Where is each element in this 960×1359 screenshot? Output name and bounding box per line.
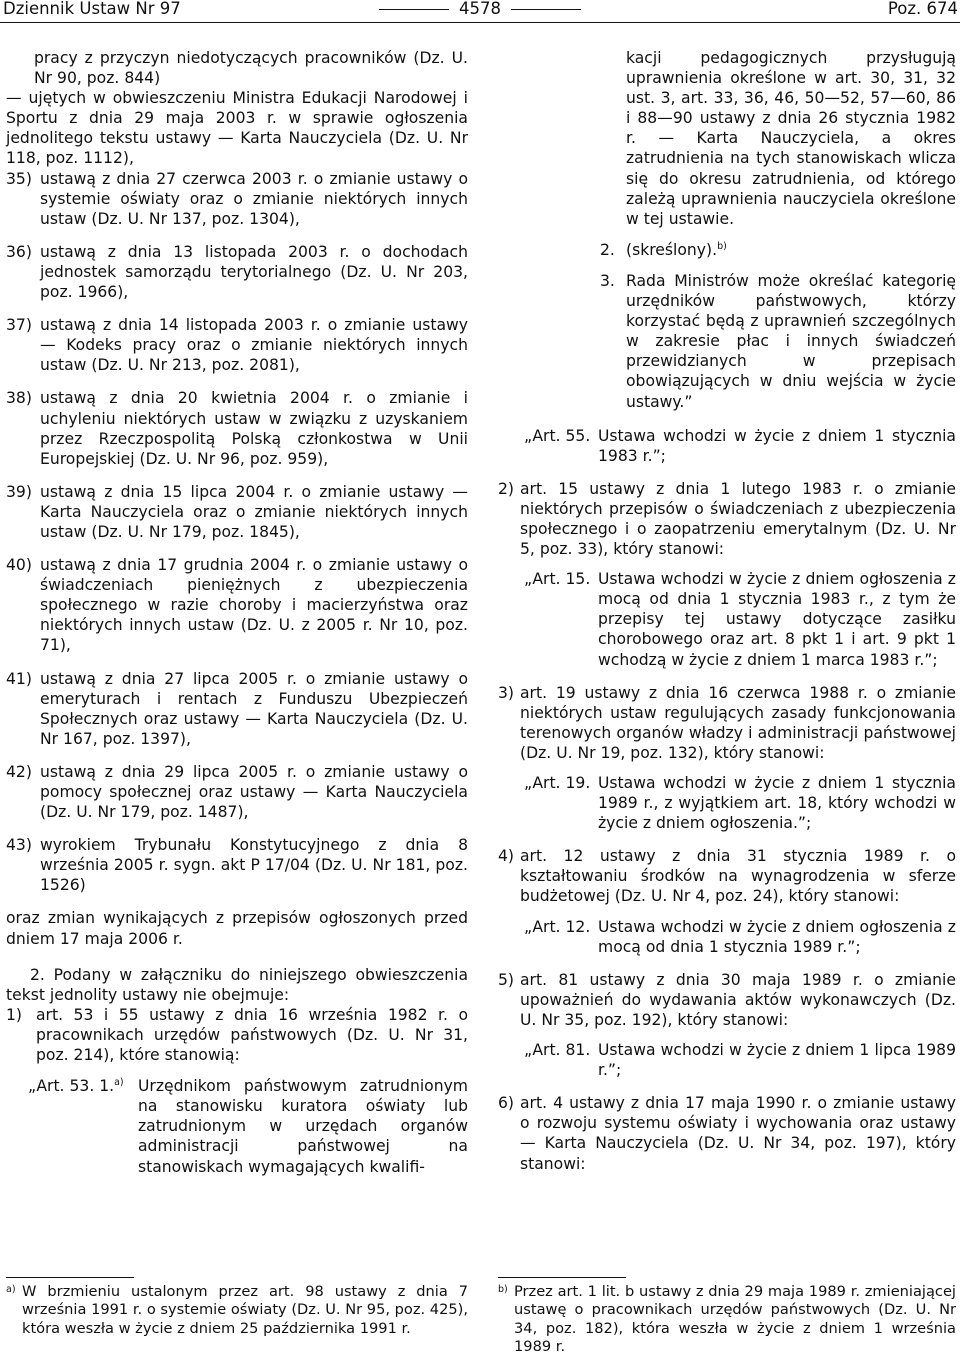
item-text: ustawą z dnia 13 listopada 2003 r. o dochodach jednostek samorządu terytorialnego (Dz. U. Nr 203, poz. 1966), [40, 242, 468, 302]
list-item [6, 835, 468, 895]
item-text: art. 15 ustawy z dnia 1 lutego 1983 r. o zmianie niektórych przepisów o świadczeniach z ubezpieczenia społecznego i o zaopatrzeniu emerytalnym (Dz. U. Nr 5, poz. 33), który stanowi: [520, 479, 956, 559]
item-number: 35) [6, 169, 32, 188]
item-number: 41) [6, 669, 32, 688]
point-text: (skreślony). [626, 240, 718, 259]
item-number: 36) [6, 242, 32, 261]
header-dash-right [511, 9, 581, 10]
footnote-text: W brzmieniu ustalonym przez art. 98 ustawy z dnia 7 września 1991 r. o systemie oświaty (Dz. U. Nr 95, poz. 425), która weszła w życie z dniem 25 października 1991 r. [22, 1283, 468, 1337]
quoted-article [524, 773, 956, 833]
list-item [498, 479, 956, 559]
list-item [6, 315, 468, 375]
paragraph-2: 2. Podany w załączniku do niniejszego obwieszczenia tekst jednolity ustawy nie obejmuje: [6, 965, 468, 1004]
header-rule [0, 22, 960, 23]
list-item [6, 1005, 468, 1065]
list-item [6, 242, 468, 302]
item-text: ustawą z dnia 14 listopada 2003 r. o zmianie ustawy — Kodeks pracy oraz o zmianie niektórych innych ustaw (Dz. U. Nr 213, poz. 2081), [40, 316, 468, 375]
position-number: Poz. 674 [887, 0, 958, 18]
list-item [6, 555, 468, 655]
article-point [600, 271, 956, 412]
list-item [498, 970, 956, 1030]
article-text: Ustawa wchodzi w życie z dniem ogłoszenia z mocą od dnia 1 stycznia 1983 r., z tym że przepisy tej ustawy dotyczące zasiłku chorobowego oraz art. 8 pkt 1 i art. 9 pkt 1 wchodzą w życie z dniem 1 marca 1983 r.”; [598, 570, 956, 669]
quoted-article [524, 917, 956, 957]
item-number: 5) [498, 970, 515, 989]
item-number: 6) [498, 1094, 515, 1113]
item-number: 40) [6, 556, 32, 575]
item-text: ustawą z dnia 20 kwietnia 2004 r. o zmianie i uchyleniu niektórych ustaw w związku z uzyskaniem przez Rzeczpospolitą Polską członkostwa w Unii Europejskiej (Dz. U. Nr 96, poz. 959), [40, 389, 468, 468]
item-text: art. 19 ustawy z dnia 16 czerwca 1988 r. o zmianie niektórych ustaw regulujących zasady funkcjonowania terenowych organów władzy i administracji państwowej (Dz. U. Nr 19, poz. 132), który stanowi: [520, 683, 956, 762]
item-number: 2) [498, 479, 515, 498]
item-text: art. 81 ustawy z dnia 30 maja 1989 r. o zmianie upoważnień do wydawania aktów wykonawczych (Dz. U. Nr 35, poz. 192), który stanowi: [520, 970, 956, 1029]
item-number: 39) [6, 482, 32, 501]
footnote-rule-left [6, 1277, 134, 1278]
list-item [6, 169, 468, 229]
article-text: Ustawa wchodzi w życie z dniem 1 stycznia 1983 r.”; [598, 426, 956, 465]
item-text: ustawą z dnia 27 czerwca 2003 r. o zmianie ustawy o systemie oświaty oraz o zmianie niektórych innych ustaw (Dz. U. Nr 137, poz. 1304), [40, 169, 468, 228]
list-item [6, 669, 468, 749]
article-text: Urzędnikom państwowym zatrudnionym na stanowisku kuratora oświaty lub zatrudnionym w urzędach organów administracji państwowej na stanowiskach wymagających kwalifi- [138, 1077, 468, 1176]
footnote-ref: b) [717, 240, 727, 252]
dash-item: — ujętych w obwieszczeniu Ministra Edukacji Narodowej i Sportu z dnia 29 maja 2003 r. w sprawie ogłoszenia jednolitego tekstu ustawy — Karta Nauczyciela (Dz. U. Nr 118, poz. 1112), [6, 89, 468, 168]
footnote-b [498, 1283, 956, 1357]
list-item [6, 762, 468, 822]
article-label: „Art. 12. [524, 917, 591, 936]
right-column [498, 48, 956, 1184]
page-header [0, 0, 960, 22]
article-label: „Art. 15. [524, 570, 591, 589]
item-text: ustawą z dnia 15 lipca 2004 r. o zmianie ustawy — Karta Nauczyciela oraz o zmianie niektórych innych ustaw (Dz. U. Nr 179, poz. 1845), [40, 482, 468, 541]
continuation-paragraph: kacji pedagogicznych przysługują uprawnienia określone w art. 30, 31, 32 ust. 3, art. 33, 36, 46, 50—52, 57—60, 86 i 88—90 ustawy z dnia 26 stycznia 1982 r. — Karta Nauczyciela, a okres zatrudnienia na tych stanowiskach wlicza się do okresu zatrudnienia, od którego zależą uprawnienia nauczyciela określone w tej ustawie. [626, 49, 956, 228]
header-dash-left [379, 9, 449, 10]
list-item [6, 482, 468, 542]
item-text: art. 12 ustawy z dnia 31 stycznia 1989 r. o kształtowaniu środków na wynagrodzenia w sferze budżetowej (Dz. U. Nr 4, poz. 24), który stanowi: [520, 847, 956, 906]
left-column [6, 48, 468, 1190]
point-number: 2. [600, 240, 615, 259]
article-point [600, 240, 956, 260]
article-text: Ustawa wchodzi w życie z dniem ogłoszenia z mocą od dnia 1 stycznia 1989 r.”; [598, 917, 956, 956]
article-label: „Art. 81. [524, 1041, 591, 1060]
footnote-mark: b) [498, 1284, 508, 1295]
item-number: 42) [6, 762, 32, 781]
footnote-a [6, 1283, 468, 1338]
item-number: 1) [6, 1005, 23, 1024]
quoted-article [524, 426, 956, 466]
point-text: Rada Ministrów może określać kategorię urzędników państwowych, którzy korzystać będą z uprawnień szczególnych w zakresie płac i innych świadczeń przewidzianych w przepisach obowiązujących w dniu wejścia w życie ustawy.” [626, 271, 956, 411]
page-number-block [0, 0, 960, 18]
quoted-article [28, 1076, 468, 1176]
list-item [498, 1093, 956, 1173]
article-text: Ustawa wchodzi w życie z dniem 1 lipca 1989 r.”; [598, 1041, 956, 1080]
journal-title: Dziennik Ustaw Nr 97 [3, 0, 181, 18]
item-number: 3) [498, 683, 515, 702]
article-label: „Art. 19. [524, 774, 591, 792]
item-number: 43) [6, 836, 32, 855]
item-number: 38) [6, 389, 32, 408]
list-item [6, 388, 468, 468]
item-text: wyrokiem Trybunału Konstytucyjnego z dnia 8 września 2005 r. sygn. akt P 17/04 (Dz. U. Nr 181, poz. 1526) [40, 836, 468, 895]
footnote-ref: a) [114, 1076, 124, 1088]
list-item: pracy z przyczyn niedotyczących pracowników (Dz. U. Nr 90, poz. 844) [34, 49, 468, 88]
page-number: 4578 [459, 0, 501, 18]
quoted-article [524, 1040, 956, 1080]
list-item [498, 846, 956, 906]
item-number: 37) [6, 316, 32, 335]
point-number: 3. [600, 271, 615, 290]
article-label: „Art. 55. [524, 426, 591, 445]
item-text: ustawą z dnia 29 lipca 2005 r. o zmianie ustawy o pomocy społecznej oraz ustawy — Karta Nauczyciela (Dz. U. Nr 179, poz. 1487), [40, 762, 468, 822]
item-text: ustawą z dnia 27 lipca 2005 r. o zmianie ustawy o emeryturach i rentach z Funduszu Ubezpieczeń Społecznych oraz ustawy — Karta Nauczyciela (Dz. U. Nr 167, poz. 1397), [40, 669, 468, 748]
footnote-mark: a) [6, 1284, 16, 1295]
list-item [498, 683, 956, 763]
quoted-article [524, 569, 956, 669]
item-number: 4) [498, 847, 515, 866]
item-text: ustawą z dnia 17 grudnia 2004 r. o zmianie ustawy o świadczeniach pieniężnych z ubezpieczenia społecznego w razie choroby i macierzyństwa oraz niektórych innych ustaw (Dz. U. z 2005 r. Nr 10, poz. 71), [40, 556, 468, 655]
footnote-text: Przez art. 1 lit. b ustawy z dnia 29 maja 1989 r. zmieniającej ustawę o pracownikach urzędów państwowych (Dz. U. Nr 34, poz. 182), która weszła w życie z dniem 1 września 1989 r. [514, 1283, 956, 1356]
closing-paragraph: oraz zmian wynikających z przepisów ogłoszonych przed dniem 17 maja 2006 r. [6, 909, 468, 948]
item-text: art. 4 ustawy z dnia 17 maja 1990 r. o zmianie ustawy o rozwoju systemu oświaty i wychowania oraz ustawy — Karta Nauczyciela (Dz. U. Nr 34, poz. 197), który stanowi: [520, 1094, 956, 1173]
article-text: Ustawa wchodzi w życie z dniem 1 stycznia 1989 r., z wyjątkiem art. 18, który wchodzi w życie z dniem ogłoszenia.”; [598, 774, 956, 833]
article-label: „Art. 53. 1.$^{a)}$ [28, 1076, 124, 1096]
footnote-rule-right [498, 1277, 626, 1278]
item-text: art. 53 i 55 ustawy z dnia 16 września 1982 r. o pracownikach urzędów państwowych (Dz. U. Nr 31, poz. 214), które stanowią: [36, 1005, 468, 1065]
